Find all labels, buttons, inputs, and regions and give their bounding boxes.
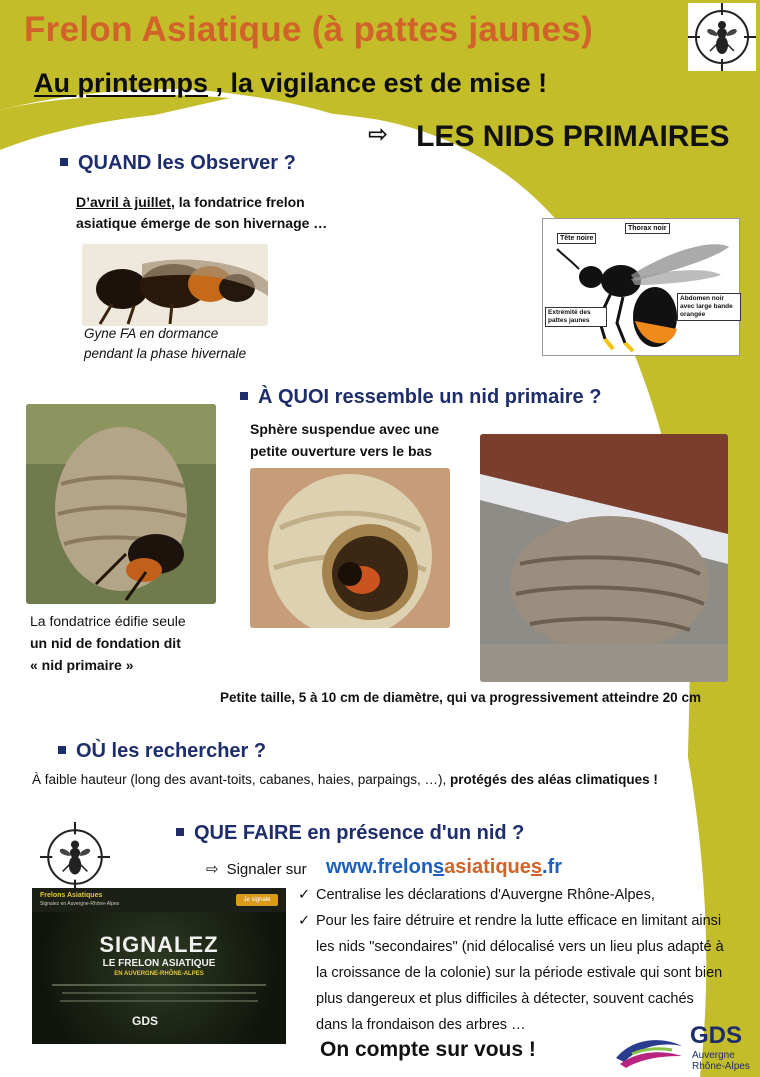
subtitle-underlined: Au printemps (34, 68, 209, 98)
website-screenshot (32, 888, 286, 1044)
ou-text-bold: protégés des aléas climatiques ! (450, 772, 658, 787)
caption-dormant (84, 324, 246, 364)
caption-queen-nest (30, 610, 186, 676)
checkmark-icon: ✓ (298, 913, 311, 929)
caption-line: La fondatrice édifie seule (30, 613, 186, 629)
photo-queen-building-nest (26, 404, 216, 604)
hornet-icon (40, 822, 110, 892)
list-item-text: Centralise les déclarations d'Auvergne Rhône-Alpes, (316, 887, 655, 903)
heading-bold: QUE FAIRE (194, 822, 302, 844)
hornet-emblem-bottom (40, 822, 110, 892)
photo-nest-under-roof (480, 434, 728, 682)
heading-quand (60, 152, 296, 175)
caption-line: Gyne FA en dormance (84, 326, 219, 341)
gds-logo (612, 1022, 758, 1076)
heading-rest: les rechercher ? (106, 740, 267, 762)
heading-bold: OÙ (76, 740, 106, 762)
list-item (298, 882, 728, 908)
checkmark-icon: ✓ (298, 887, 311, 903)
heading-rest: ressemble un nid primaire ? (329, 386, 602, 408)
label-legs: Extrémité des pattes jaunes (545, 307, 607, 327)
page-title: Frelon Asiatique (à pattes jaunes) (24, 10, 594, 49)
hornet-icon (688, 3, 756, 71)
hornet-anatomy-diagram (542, 218, 740, 356)
site-headline-3: EN AUVERGNE-RHÔNE-ALPES (114, 971, 204, 977)
aquoi-description: Sphère suspendue avec une petite ouverture vers le bas (250, 421, 440, 459)
bullet-square-icon (58, 746, 66, 754)
ou-text-plain: À faible hauteur (long des avant-toits, cabanes, haies, parpaings, …), (32, 772, 450, 787)
quand-text-rest: , la fondatrice frelon asiatique émerge de son hivernage … (76, 194, 328, 231)
gds-name: GDS (690, 1022, 743, 1049)
gds-swoosh-icon (612, 1032, 686, 1070)
ou-text (32, 772, 658, 787)
gds-region (692, 1050, 750, 1072)
quand-period: D’avril à juillet (76, 194, 171, 210)
heading-quefaire (176, 822, 524, 845)
hornet-emblem-top (688, 3, 756, 71)
arrow-right-icon: ⇨ (368, 121, 389, 148)
site-signal-button: Je signale (236, 894, 278, 906)
arrow-right-icon: ⇨ (206, 861, 219, 878)
site-brand-sub: Signalez en Auvergne-Rhône-Alpes (40, 901, 120, 907)
heading-rest: les Observer ? (151, 152, 296, 174)
bullet-square-icon (60, 158, 68, 166)
heading-bold: À QUOI (258, 386, 330, 408)
page-subtitle (34, 68, 547, 99)
label-abdomen: Abdomen noir avec large bande orangée (677, 293, 741, 321)
caption-line: « nid primaire » (30, 657, 134, 673)
url-part: asiatique (444, 856, 531, 878)
site-headline-2: LE FRELON ASIATIQUE (102, 958, 216, 969)
url-part: s (433, 856, 445, 878)
bullet-square-icon (240, 392, 248, 400)
gds-region-line: Auvergne (692, 1050, 735, 1061)
benefits-list (298, 882, 728, 1038)
heading-rest: en présence d'un nid ? (301, 822, 525, 844)
nest-size-note: Petite taille, 5 à 10 cm de diamètre, qui va progressivement atteindre 20 cm (220, 690, 701, 705)
site-brand: Frelons Asiatiques (40, 892, 103, 899)
gds-region-line: Rhône-Alpes (692, 1061, 750, 1072)
banner-text: LES NIDS PRIMAIRES (416, 120, 730, 153)
photo-dormant-queen (82, 244, 268, 326)
site-headline: SIGNALEZ (99, 932, 219, 957)
section-banner (368, 120, 729, 154)
quand-text (76, 192, 366, 234)
caption-line: pendant la phase hivernale (84, 346, 247, 361)
list-item-text: Pour les faire détruire et rendre la lutte efficace en limitant ainsi les nids "secondaires" (nid délocalisé vers un lieu plus adapté à la croissance de la colonie) sur la période estivale qui sont bien plus dangereux et plus difficiles à détecter, souvent cachés dans la frondaison des arbres … (316, 913, 724, 1033)
signal-prefix: Signaler sur (226, 861, 307, 878)
subtitle-rest: , la vigilance est de mise ! (208, 68, 548, 98)
list-item (298, 908, 728, 1038)
site-gds-logo: GDS (132, 1014, 159, 1028)
url-part: www.frelon (326, 856, 434, 878)
heading-bold: QUAND (78, 152, 152, 174)
url-part: .fr (542, 856, 562, 878)
heading-ou (58, 740, 266, 763)
bullet-square-icon (176, 828, 184, 836)
heading-aquoi (240, 386, 601, 409)
label-thorax: Thorax noir (625, 223, 670, 234)
call-to-action: On compte sur vous ! (320, 1038, 536, 1061)
url-part: s (530, 856, 542, 878)
signal-website-link[interactable] (326, 856, 562, 879)
caption-line: un nid de fondation dit (30, 635, 181, 651)
label-head: Tête noire (557, 233, 596, 244)
photo-nest-opening (250, 468, 450, 628)
signal-line (206, 860, 307, 878)
